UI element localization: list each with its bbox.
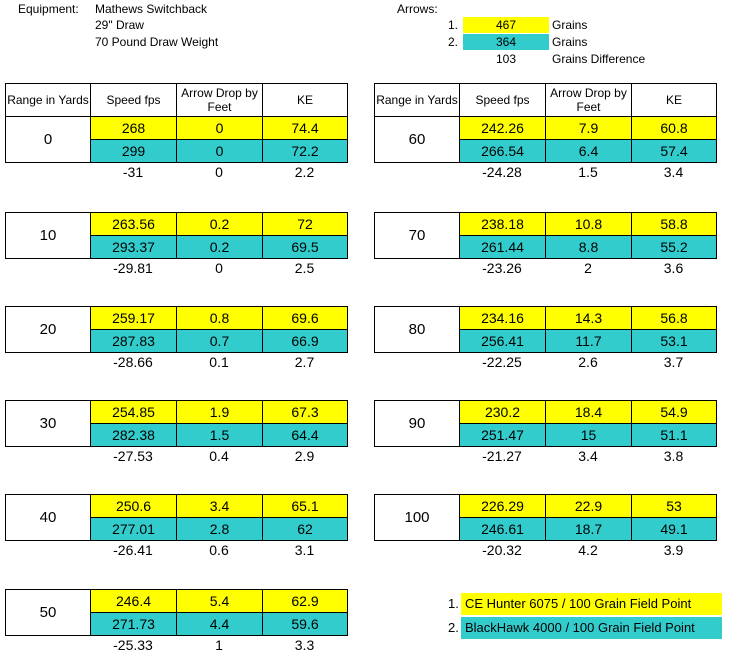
range-block-40 (5, 494, 348, 558)
range-table-90 (374, 400, 717, 447)
arrow2-drop: 15 (546, 424, 632, 447)
arrow1-ke: 65.1 (263, 495, 348, 518)
arrow2-ke: 64.4 (263, 424, 348, 447)
range-value: 50 (6, 590, 91, 636)
diff-ke: 2.2 (294, 164, 315, 180)
arrow2-speed: 271.73 (91, 613, 177, 636)
arrow1-drop: 0.8 (177, 307, 263, 330)
equipment-bow: Mathews Switchback (95, 2, 208, 16)
arrow1-speed: 254.85 (91, 401, 177, 424)
diff-drop: 1 (215, 637, 223, 653)
range-table-100 (374, 494, 717, 541)
diff-ke: 3.9 (663, 542, 684, 558)
diff-drop: 4.2 (578, 542, 598, 558)
range-block-60 (374, 83, 717, 180)
legend-num-1: 1. (448, 596, 459, 611)
arrow2-drop: 0.2 (177, 236, 263, 259)
header-drop: Arrow Drop by Feet (546, 84, 632, 117)
arrow1-speed: 238.18 (460, 213, 546, 236)
arrow2-speed: 251.47 (460, 424, 546, 447)
arrow1-speed: 242.26 (460, 117, 546, 140)
arrow2-speed: 277.01 (91, 518, 177, 541)
range-table-70 (374, 212, 717, 259)
arrow2-drop: 0 (177, 140, 263, 163)
diff-ke: 3.7 (663, 354, 684, 370)
arrow1-drop: 1.9 (177, 401, 263, 424)
arrow2-drop: 11.7 (546, 330, 632, 353)
arrow1-ke: 74.4 (263, 117, 348, 140)
arrow1-speed: 263.56 (91, 213, 177, 236)
diff-speed: -27.53 (113, 448, 153, 464)
diff-speed: -23.26 (482, 260, 522, 276)
arrows-label: Arrows: (397, 2, 438, 16)
header-ke: KE (632, 84, 717, 117)
arrow1-speed: 230.2 (460, 401, 546, 424)
arrow2-grains: 364 (463, 34, 549, 50)
diff-speed: -31 (122, 164, 144, 180)
diff-ke: 3.1 (294, 542, 315, 558)
diff-ke: 2.7 (294, 354, 315, 370)
diff-speed: -22.25 (482, 354, 522, 370)
diff-ke: 3.3 (294, 637, 315, 653)
arrow1-ke: 69.6 (263, 307, 348, 330)
diff-speed: -24.28 (482, 164, 522, 180)
range-block-10 (5, 212, 348, 276)
arrow2-ke: 62 (263, 518, 348, 541)
arrow1-ke: 54.9 (632, 401, 717, 424)
diff-drop: 2 (584, 260, 592, 276)
range-value: 90 (375, 401, 460, 447)
arrow1-drop: 7.9 (546, 117, 632, 140)
arrow1-grains: 467 (463, 17, 549, 33)
header-ke: KE (263, 84, 348, 117)
arrow2-speed: 261.44 (460, 236, 546, 259)
range-table-60 (374, 83, 717, 163)
range-value: 20 (6, 307, 91, 353)
range-table-80 (374, 306, 717, 353)
arrow1-drop: 0.2 (177, 213, 263, 236)
arrow2-ke: 59.6 (263, 613, 348, 636)
arrow1-drop: 10.8 (546, 213, 632, 236)
range-table-30 (5, 400, 348, 447)
equipment-label: Equipment: (18, 2, 79, 16)
arrow1-ke: 60.8 (632, 117, 717, 140)
range-value: 100 (375, 495, 460, 541)
diff-speed: -20.32 (482, 542, 522, 558)
equipment-draw: 29" Draw (95, 18, 144, 32)
grains-difference-label: Grains Difference (552, 52, 646, 66)
range-block-70 (374, 212, 717, 276)
legend-item-2: BlackHawk 4000 / 100 Grain Field Point (461, 617, 722, 639)
arrow1-speed: 246.4 (91, 590, 177, 613)
diff-drop: 0.1 (209, 354, 229, 370)
legend-item-1: CE Hunter 6075 / 100 Grain Field Point (461, 593, 722, 615)
range-table-40 (5, 494, 348, 541)
range-value: 70 (375, 213, 460, 259)
diff-ke: 3.6 (663, 260, 684, 276)
arrow2-num: 2. (448, 35, 459, 49)
header-drop: Arrow Drop by Feet (177, 84, 263, 117)
range-table-20 (5, 306, 348, 353)
arrow2-speed: 287.83 (91, 330, 177, 353)
arrow2-speed: 266.54 (460, 140, 546, 163)
arrow1-speed: 226.29 (460, 495, 546, 518)
diff-ke: 3.4 (663, 164, 684, 180)
arrow1-drop: 22.9 (546, 495, 632, 518)
diff-ke: 3.8 (663, 448, 684, 464)
range-block-30 (5, 400, 348, 464)
range-value: 30 (6, 401, 91, 447)
range-table-10 (5, 212, 348, 259)
legend-num-2: 2. (448, 620, 459, 635)
range-value: 10 (6, 213, 91, 259)
range-block-0 (5, 83, 348, 180)
header-range: Range in Yards (375, 84, 460, 117)
arrow1-unit: Grains (552, 18, 588, 32)
arrow2-drop: 1.5 (177, 424, 263, 447)
arrow1-ke: 67.3 (263, 401, 348, 424)
arrow2-drop: 6.4 (546, 140, 632, 163)
arrow2-drop: 18.7 (546, 518, 632, 541)
range-value: 0 (6, 117, 91, 163)
arrow2-speed: 246.61 (460, 518, 546, 541)
arrow1-speed: 268 (91, 117, 177, 140)
arrow1-speed: 259.17 (91, 307, 177, 330)
range-table-50 (5, 589, 348, 636)
range-table-0 (5, 83, 348, 163)
arrow1-drop: 5.4 (177, 590, 263, 613)
diff-speed: -25.33 (113, 637, 153, 653)
arrow2-ke: 55.2 (632, 236, 717, 259)
arrow2-ke: 69.5 (263, 236, 348, 259)
arrow2-ke: 66.9 (263, 330, 348, 353)
arrow2-unit: Grains (552, 35, 588, 49)
diff-ke: 2.9 (294, 448, 315, 464)
arrow2-speed: 256.41 (460, 330, 546, 353)
diff-drop: 2.6 (578, 354, 598, 370)
arrow1-drop: 18.4 (546, 401, 632, 424)
range-block-90 (374, 400, 717, 464)
arrow2-speed: 282.38 (91, 424, 177, 447)
arrow1-ke: 56.8 (632, 307, 717, 330)
diff-speed: -29.81 (113, 260, 153, 276)
arrow2-drop: 8.8 (546, 236, 632, 259)
arrow1-drop: 3.4 (177, 495, 263, 518)
range-block-50 (5, 589, 348, 653)
diff-drop: 0 (215, 164, 223, 180)
range-block-20 (5, 306, 348, 370)
arrow1-drop: 14.3 (546, 307, 632, 330)
range-value: 60 (375, 117, 460, 163)
diff-speed: -21.27 (482, 448, 522, 464)
arrow2-drop: 2.8 (177, 518, 263, 541)
arrow1-ke: 72 (263, 213, 348, 236)
diff-drop: 0.6 (209, 542, 229, 558)
arrow1-ke: 58.8 (632, 213, 717, 236)
arrow2-ke: 49.1 (632, 518, 717, 541)
arrow2-drop: 4.4 (177, 613, 263, 636)
arrow2-speed: 299 (91, 140, 177, 163)
diff-speed: -28.66 (113, 354, 153, 370)
diff-drop: 0.4 (209, 448, 229, 464)
range-value: 40 (6, 495, 91, 541)
arrow1-num: 1. (448, 18, 459, 32)
arrow2-ke: 72.2 (263, 140, 348, 163)
diff-drop: 3.4 (578, 448, 598, 464)
diff-speed: -26.41 (113, 542, 153, 558)
grains-difference-value: 103 (495, 52, 517, 66)
range-value: 80 (375, 307, 460, 353)
arrow1-speed: 234.16 (460, 307, 546, 330)
arrow1-speed: 250.6 (91, 495, 177, 518)
arrow1-drop: 0 (177, 117, 263, 140)
arrow1-ke: 53 (632, 495, 717, 518)
range-block-100 (374, 494, 717, 558)
header-speed: Speed fps (91, 84, 177, 117)
header-range: Range in Yards (6, 84, 91, 117)
arrow1-ke: 62.9 (263, 590, 348, 613)
diff-drop: 1.5 (578, 164, 598, 180)
arrow2-drop: 0.7 (177, 330, 263, 353)
arrow2-ke: 51.1 (632, 424, 717, 447)
diff-drop: 0 (215, 260, 223, 276)
header-speed: Speed fps (460, 84, 546, 117)
arrow2-ke: 57.4 (632, 140, 717, 163)
arrow2-ke: 53.1 (632, 330, 717, 353)
equipment-weight: 70 Pound Draw Weight (95, 35, 219, 49)
diff-ke: 2.5 (294, 260, 315, 276)
arrow2-speed: 293.37 (91, 236, 177, 259)
range-block-80 (374, 306, 717, 370)
